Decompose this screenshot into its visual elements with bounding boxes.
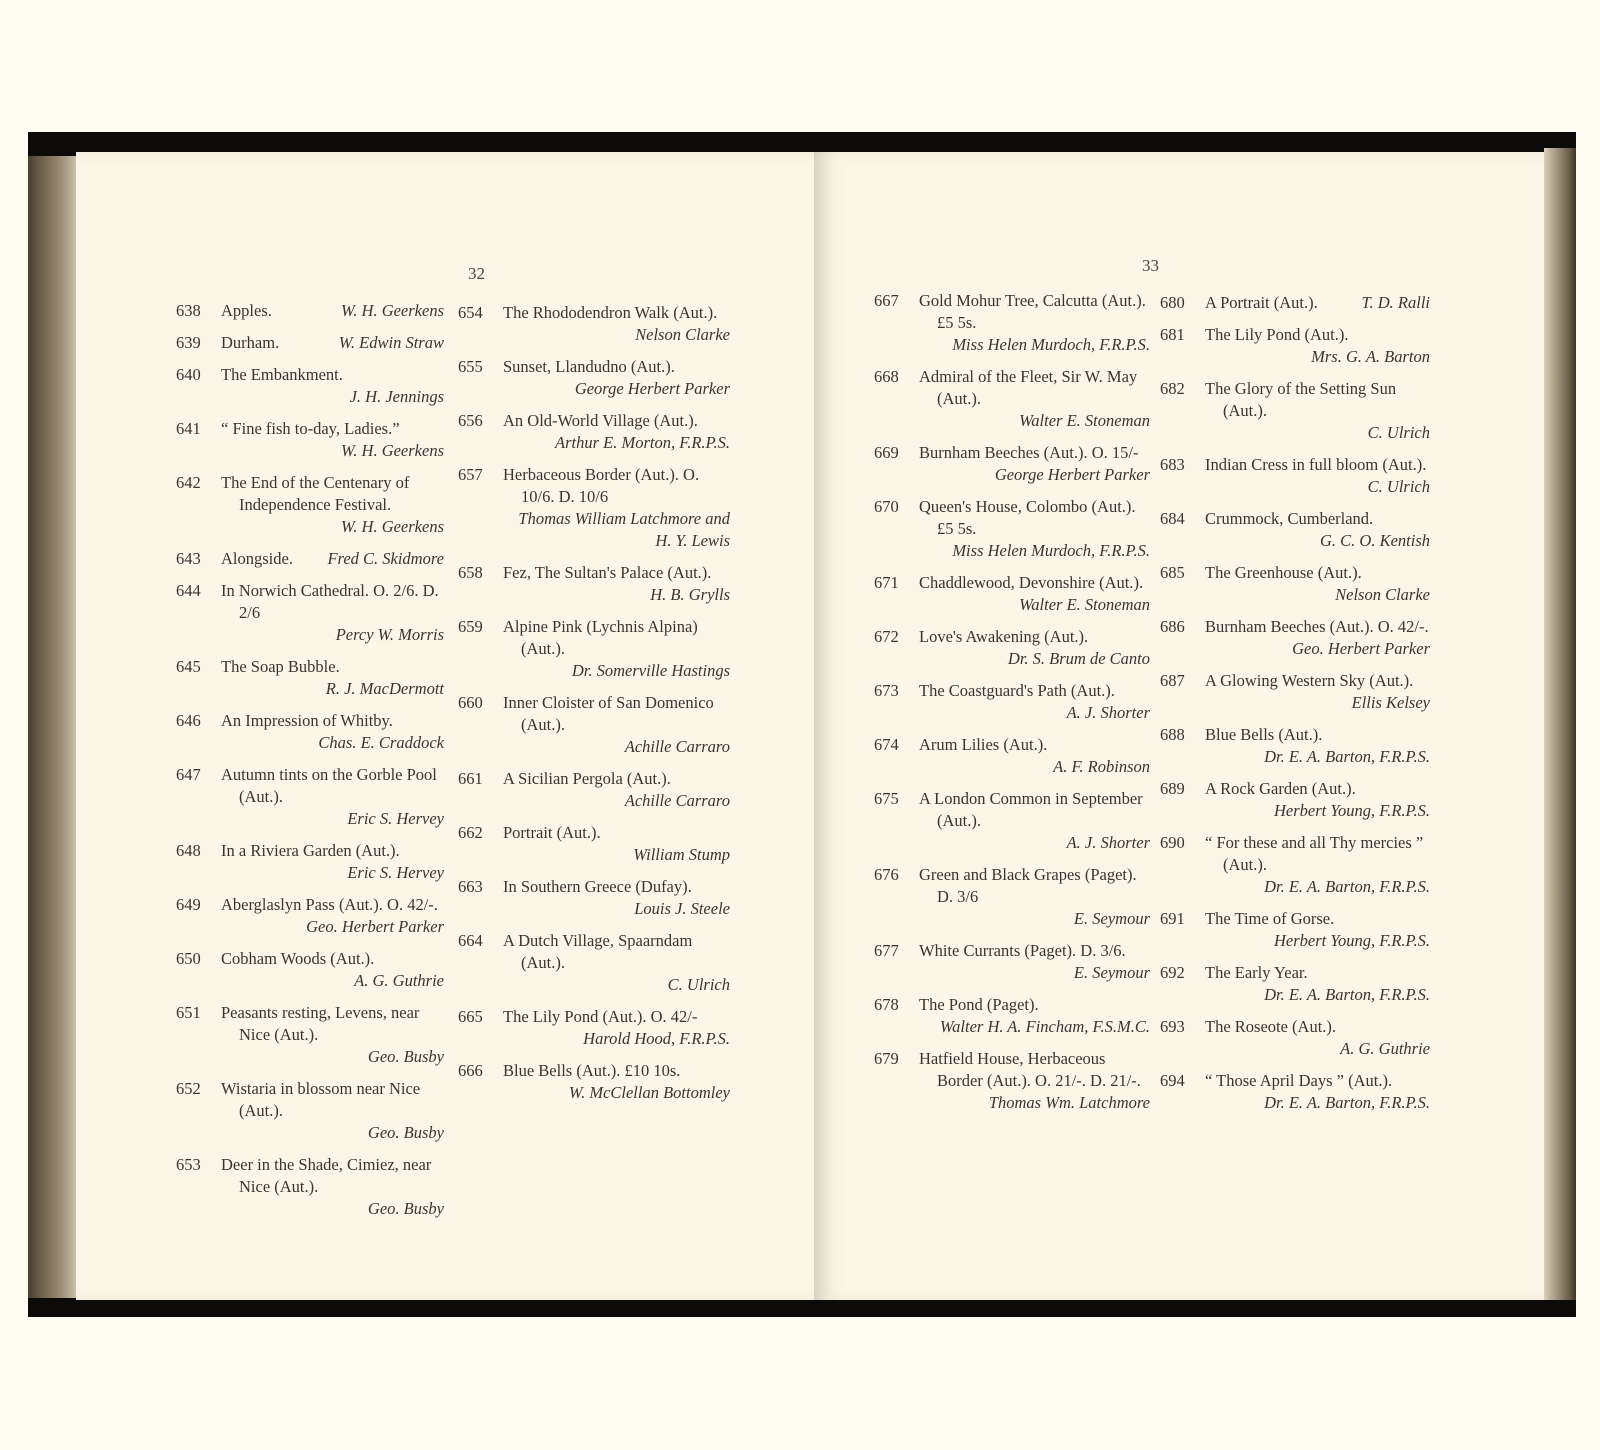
entry-title: Hatfield House, Herbaceous Border (Aut.). O. 21/-. D. 21/-. — [919, 1049, 1141, 1090]
entry-number: 673 — [874, 681, 899, 700]
entry-title: The Greenhouse (Aut.). — [1205, 563, 1362, 582]
entry-artist: Walter E. Stoneman — [1019, 595, 1150, 614]
catalogue-entry — [1160, 292, 1430, 314]
catalogue-entry — [1160, 1070, 1430, 1114]
entry-artist: R. J. MacDermott — [325, 679, 444, 698]
right-page-column-1 — [874, 290, 1150, 1124]
catalogue-entry — [176, 1154, 444, 1220]
entry-number: 648 — [176, 841, 201, 860]
entry-artist: Dr. Somerville Hastings — [571, 661, 730, 680]
catalogue-entry — [176, 764, 444, 830]
entry-title: Autumn tints on the Gorble Pool (Aut.). — [221, 765, 437, 806]
entry-title: An Old-World Village (Aut.). — [503, 411, 698, 430]
entry-number: 656 — [458, 411, 483, 430]
entry-artist: A. G. Guthrie — [354, 971, 444, 990]
catalogue-entry — [458, 1006, 730, 1050]
entry-title: A Sicilian Pergola (Aut.). — [503, 769, 671, 788]
entry-title: Alpine Pink (Lychnis Alpina) (Aut.). — [503, 617, 698, 658]
entry-artist: Arthur E. Morton, F.R.P.S. — [555, 433, 730, 452]
page-number-right: 33 — [1142, 256, 1159, 275]
catalogue-entry — [874, 572, 1150, 616]
entry-title: In Norwich Cathedral. O. 2/6. D. 2/6 — [221, 581, 439, 622]
entry-artist: E. Seymour — [1073, 909, 1150, 928]
entry-number: 693 — [1160, 1017, 1185, 1036]
entry-number: 660 — [458, 693, 483, 712]
entry-artist: W. H. Geerkens — [341, 517, 444, 536]
entry-number: 665 — [458, 1007, 483, 1026]
entry-title: A London Common in September (Aut.). — [919, 789, 1143, 830]
entry-artist: Achille Carraro — [624, 737, 730, 756]
entry-title: Fez, The Sultan's Palace (Aut.). — [503, 563, 712, 582]
entry-artist: Percy W. Morris — [335, 625, 444, 644]
entry-title: The Rhododendron Walk (Aut.). — [503, 303, 718, 322]
entry-title: Burnham Beeches (Aut.). O. 15/- — [919, 443, 1139, 462]
entry-number: 667 — [874, 291, 899, 310]
right-page — [814, 152, 1544, 1300]
entry-number: 662 — [458, 823, 483, 842]
entry-number: 644 — [176, 581, 201, 600]
left-page-column-2 — [458, 302, 730, 1114]
catalogue-entry — [1160, 562, 1430, 606]
entry-title: Crummock, Cumberland. — [1205, 509, 1374, 528]
catalogue-entry — [1160, 454, 1430, 498]
entry-title: A Glowing Western Sky (Aut.). — [1205, 671, 1414, 690]
catalogue-entry — [1160, 508, 1430, 552]
entry-artist: Dr. E. A. Barton, F.R.P.S. — [1264, 985, 1430, 1004]
entry-number: 642 — [176, 473, 201, 492]
entry-number: 689 — [1160, 779, 1185, 798]
catalogue-entry — [458, 930, 730, 996]
entry-title: The Coastguard's Path (Aut.). — [919, 681, 1115, 700]
catalogue-entry — [176, 840, 444, 884]
catalogue-entry — [176, 364, 444, 408]
entry-artist: Chas. E. Craddock — [318, 733, 444, 752]
catalogue-entry — [1160, 670, 1430, 714]
catalogue-entry — [874, 366, 1150, 432]
entry-number: 657 — [458, 465, 483, 484]
catalogue-entry — [874, 680, 1150, 724]
entry-artist: Ellis Kelsey — [1351, 693, 1430, 712]
entry-title: Apples. — [221, 301, 272, 320]
entry-artist: Thomas Wm. Latchmore — [988, 1093, 1150, 1112]
entry-title: The End of the Centenary of Independence Festival. — [221, 473, 410, 514]
entry-title: The Embankment. — [221, 365, 343, 384]
entry-artist: Achille Carraro — [624, 791, 730, 810]
entry-number: 672 — [874, 627, 899, 646]
entry-number: 692 — [1160, 963, 1185, 982]
entry-title: Alongside. — [221, 549, 293, 568]
catalogue-entry — [874, 864, 1150, 930]
entry-title: The Time of Gorse. — [1205, 909, 1335, 928]
catalogue-entry — [874, 442, 1150, 486]
entry-number: 676 — [874, 865, 899, 884]
entry-artist: W. Edwin Straw — [338, 333, 444, 352]
entry-artist: Dr. E. A. Barton, F.R.P.S. — [1264, 1093, 1430, 1112]
open-book — [28, 132, 1576, 1317]
entry-title: The Pond (Paget). — [919, 995, 1039, 1014]
entry-number: 684 — [1160, 509, 1185, 528]
entry-title: In a Riviera Garden (Aut.). — [221, 841, 400, 860]
entry-artist: William Stump — [633, 845, 730, 864]
entry-title: Durham. — [221, 333, 280, 352]
entry-number: 678 — [874, 995, 899, 1014]
entry-artist: Nelson Clarke — [1335, 585, 1430, 604]
catalogue-entry — [1160, 908, 1430, 952]
catalogue-entry — [176, 656, 444, 700]
entry-artist: A. J. Shorter — [1066, 833, 1150, 852]
entry-artist: T. D. Ralli — [1361, 293, 1430, 312]
entry-number: 653 — [176, 1155, 201, 1174]
entry-artist: Walter H. A. Fincham, F.S.M.C. — [939, 1017, 1150, 1036]
entry-number: 679 — [874, 1049, 899, 1068]
entry-number: 652 — [176, 1079, 201, 1098]
entry-number: 659 — [458, 617, 483, 636]
entry-artist: W. McClellan Bottomley — [568, 1083, 730, 1102]
entry-number: 686 — [1160, 617, 1185, 636]
entry-artist: Geo. Busby — [367, 1123, 444, 1142]
catalogue-entry — [176, 300, 444, 322]
entry-number: 640 — [176, 365, 201, 384]
entry-title: The Lily Pond (Aut.). O. 42/- — [503, 1007, 698, 1026]
entry-artist: George Herbert Parker — [574, 379, 730, 398]
catalogue-entry — [458, 1060, 730, 1104]
entry-title: “ Those April Days ” (Aut.). — [1205, 1071, 1393, 1090]
entry-number: 641 — [176, 419, 201, 438]
entry-title: “ Fine fish to-day, Ladies.” — [221, 419, 400, 438]
entry-artist: Walter E. Stoneman — [1019, 411, 1150, 430]
entry-artist: Geo. Herbert Parker — [306, 917, 444, 936]
entry-artist: Miss Helen Murdoch, F.R.P.S. — [952, 335, 1150, 354]
catalogue-entry — [458, 768, 730, 812]
entry-number: 650 — [176, 949, 201, 968]
catalogue-entry — [176, 332, 444, 354]
entry-artist: Dr. E. A. Barton, F.R.P.S. — [1264, 747, 1430, 766]
entry-artist: Herbert Young, F.R.P.S. — [1273, 931, 1430, 950]
left-page — [76, 152, 842, 1300]
catalogue-entry — [874, 626, 1150, 670]
entry-number: 666 — [458, 1061, 483, 1080]
entry-number: 638 — [176, 301, 201, 320]
catalogue-entry — [176, 418, 444, 462]
catalogue-entry — [176, 580, 444, 646]
entry-number: 674 — [874, 735, 899, 754]
catalogue-entry — [458, 464, 730, 552]
entry-artist: A. F. Robinson — [1053, 757, 1150, 776]
entry-number: 639 — [176, 333, 201, 352]
entry-artist: A. J. Shorter — [1066, 703, 1150, 722]
entry-title: Love's Awakening (Aut.). — [919, 627, 1089, 646]
entry-title: A Portrait (Aut.). — [1205, 293, 1318, 312]
entry-number: 677 — [874, 941, 899, 960]
entry-number: 690 — [1160, 833, 1185, 852]
catalogue-entry — [874, 290, 1150, 356]
entry-number: 661 — [458, 769, 483, 788]
entry-number: 658 — [458, 563, 483, 582]
catalogue-entry — [874, 1048, 1150, 1114]
catalogue-entry — [458, 302, 730, 346]
entry-artist: Nelson Clarke — [635, 325, 730, 344]
catalogue-entry — [1160, 1016, 1430, 1060]
entry-number: 655 — [458, 357, 483, 376]
entry-title: Portrait (Aut.). — [503, 823, 601, 842]
entry-title: Cobham Woods (Aut.). — [221, 949, 375, 968]
entry-number: 683 — [1160, 455, 1185, 474]
entry-number: 685 — [1160, 563, 1185, 582]
right-page-column-2 — [1160, 292, 1430, 1124]
catalogue-entry — [176, 472, 444, 538]
entry-number: 681 — [1160, 325, 1185, 344]
catalogue-entry — [176, 894, 444, 938]
entry-title: The Soap Bubble. — [221, 657, 340, 676]
entry-number: 680 — [1160, 293, 1185, 312]
entry-title: “ For these and all Thy mercies ” (Aut.). — [1205, 833, 1424, 874]
catalogue-entry — [1160, 778, 1430, 822]
book-edge-right — [1544, 148, 1576, 1300]
entry-artist: C. Ulrich — [1367, 423, 1430, 442]
entry-title: In Southern Greece (Dufay). — [503, 877, 692, 896]
entry-number: 663 — [458, 877, 483, 896]
entry-number: 643 — [176, 549, 201, 568]
entry-artist: Eric S. Hervey — [347, 863, 444, 882]
catalogue-entry — [1160, 832, 1430, 898]
entry-artist: Geo. Busby — [367, 1199, 444, 1218]
catalogue-entry — [458, 356, 730, 400]
entry-number: 691 — [1160, 909, 1185, 928]
entry-number: 675 — [874, 789, 899, 808]
entry-number: 645 — [176, 657, 201, 676]
entry-artist: J. H. Jennings — [349, 387, 444, 406]
catalogue-entry — [874, 994, 1150, 1038]
catalogue-entry — [874, 734, 1150, 778]
entry-artist: Geo. Busby — [367, 1047, 444, 1066]
entry-number: 687 — [1160, 671, 1185, 690]
entry-number: 654 — [458, 303, 483, 322]
entry-artist: H. B. Grylls — [650, 585, 730, 604]
catalogue-entry — [176, 548, 444, 570]
entry-title: A Dutch Village, Spaarndam (Aut.). — [503, 931, 693, 972]
entry-number: 651 — [176, 1003, 201, 1022]
catalogue-entry — [458, 616, 730, 682]
entry-artist: C. Ulrich — [667, 975, 730, 994]
entry-artist: Fred C. Skidmore — [327, 549, 444, 568]
catalogue-entry — [1160, 962, 1430, 1006]
catalogue-entry — [1160, 724, 1430, 768]
entry-title: Queen's House, Colombo (Aut.). £5 5s. — [919, 497, 1136, 538]
entry-number: 671 — [874, 573, 899, 592]
entry-artist: E. Seymour — [1073, 963, 1150, 982]
entry-title: Admiral of the Fleet, Sir W. May (Aut.). — [919, 367, 1138, 408]
entry-title: Burnham Beeches (Aut.). O. 42/-. — [1205, 617, 1429, 636]
catalogue-entry — [176, 710, 444, 754]
entry-title: The Early Year. — [1205, 963, 1308, 982]
entry-title: Aberglaslyn Pass (Aut.). O. 42/-. — [221, 895, 438, 914]
entry-number: 647 — [176, 765, 201, 784]
entry-title: Arum Lilies (Aut.). — [919, 735, 1048, 754]
entry-title: White Currants (Paget). D. 3/6. — [919, 941, 1126, 960]
entry-title: Gold Mohur Tree, Calcutta (Aut.). £5 5s. — [919, 291, 1146, 332]
entry-artist: Herbert Young, F.R.P.S. — [1273, 801, 1430, 820]
entry-artist: C. Ulrich — [1367, 477, 1430, 496]
catalogue-entry — [1160, 324, 1430, 368]
entry-title: Wistaria in blossom near Nice (Aut.). — [221, 1079, 421, 1120]
entry-artist: George Herbert Parker — [994, 465, 1150, 484]
entry-title: Indian Cress in full bloom (Aut.). — [1205, 455, 1427, 474]
entry-number: 682 — [1160, 379, 1185, 398]
entry-number: 646 — [176, 711, 201, 730]
entry-artist: Mrs. G. A. Barton — [1311, 347, 1430, 366]
left-page-column-1 — [176, 300, 444, 1230]
entry-title: The Roseote (Aut.). — [1205, 1017, 1337, 1036]
catalogue-entry — [458, 692, 730, 758]
entry-artist: W. H. Geerkens — [341, 301, 444, 320]
entry-artist: Eric S. Hervey — [347, 809, 444, 828]
catalogue-entry — [1160, 378, 1430, 444]
catalogue-entry — [176, 1078, 444, 1144]
catalogue-entry — [874, 788, 1150, 854]
entry-number: 670 — [874, 497, 899, 516]
catalogue-entry — [458, 822, 730, 866]
entry-title: The Lily Pond (Aut.). — [1205, 325, 1349, 344]
entry-title: Inner Cloister of San Domenico (Aut.). — [503, 693, 714, 734]
entry-number: 669 — [874, 443, 899, 462]
entry-title: An Impression of Whitby. — [221, 711, 393, 730]
entry-title: The Glory of the Setting Sun (Aut.). — [1205, 379, 1397, 420]
entry-title: Peasants resting, Levens, near Nice (Aut.). — [221, 1003, 420, 1044]
entry-artist: Harold Hood, F.R.P.S. — [583, 1029, 730, 1048]
entry-number: 694 — [1160, 1071, 1185, 1090]
entry-artist: Geo. Herbert Parker — [1292, 639, 1430, 658]
catalogue-entry — [1160, 616, 1430, 660]
entry-artist: A. G. Guthrie — [1340, 1039, 1430, 1058]
entry-artist: Thomas William Latchmore and H. Y. Lewis — [518, 509, 730, 550]
book-edge-left — [28, 156, 76, 1298]
entry-title: Green and Black Grapes (Paget). D. 3/6 — [919, 865, 1137, 906]
page-number-left: 32 — [468, 264, 485, 283]
catalogue-entry — [874, 940, 1150, 984]
entry-title: A Rock Garden (Aut.). — [1205, 779, 1356, 798]
entry-artist: Miss Helen Murdoch, F.R.P.S. — [952, 541, 1150, 560]
catalogue-entry — [176, 948, 444, 992]
entry-artist: Dr. S. Brum de Canto — [1007, 649, 1150, 668]
entry-title: Herbaceous Border (Aut.). O. 10/6. D. 10/6 — [503, 465, 700, 506]
entry-title: Blue Bells (Aut.). £10 10s. — [503, 1061, 681, 1080]
entry-title: Deer in the Shade, Cimiez, near Nice (Aut.). — [221, 1155, 432, 1196]
entry-artist: Dr. E. A. Barton, F.R.P.S. — [1264, 877, 1430, 896]
catalogue-entry — [874, 496, 1150, 562]
catalogue-entry — [458, 562, 730, 606]
entry-number: 649 — [176, 895, 201, 914]
entry-artist: W. H. Geerkens — [341, 441, 444, 460]
entry-number: 668 — [874, 367, 899, 386]
entry-artist: G. C. O. Kentish — [1319, 531, 1430, 550]
catalogue-entry — [458, 876, 730, 920]
entry-title: Chaddlewood, Devonshire (Aut.). — [919, 573, 1144, 592]
entry-number: 688 — [1160, 725, 1185, 744]
catalogue-entry — [458, 410, 730, 454]
catalogue-entry — [176, 1002, 444, 1068]
entry-title: Blue Bells (Aut.). — [1205, 725, 1323, 744]
entry-number: 664 — [458, 931, 483, 950]
entry-title: Sunset, Llandudno (Aut.). — [503, 357, 675, 376]
entry-artist: Louis J. Steele — [634, 899, 730, 918]
